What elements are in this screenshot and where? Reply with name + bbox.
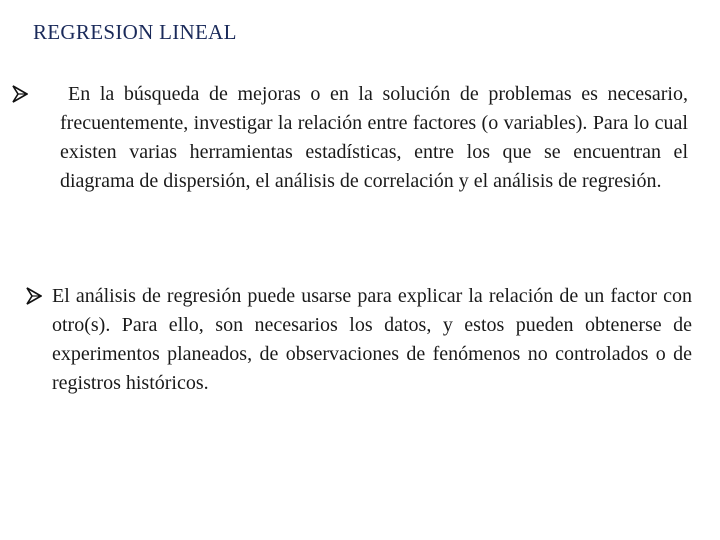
arrow-bullet-icon xyxy=(12,85,28,103)
bullet-item xyxy=(12,80,688,196)
page-title: REGRESION LINEAL xyxy=(33,20,237,44)
bullet-text: En la búsqueda de mejoras o en la solución de problemas es necesario, frecuentemente, investigar la relación entre factores (o variables). Para lo cual existen varias herramientas estadísticas, entre los que se encuentran el diagrama de dispersión, el análisis de correlación y el análisis de regresión. xyxy=(60,83,688,192)
arrow-bullet-icon xyxy=(26,287,42,305)
bullet-text: El análisis de regresión puede usarse para explicar la relación de un factor con otro(s). Para ello, son necesarios los datos, y estos pueden obtenerse de experimentos planeados, de observaciones de fenómenos no controlados o de registros históricos. xyxy=(52,285,692,394)
bullet-item xyxy=(26,282,692,398)
